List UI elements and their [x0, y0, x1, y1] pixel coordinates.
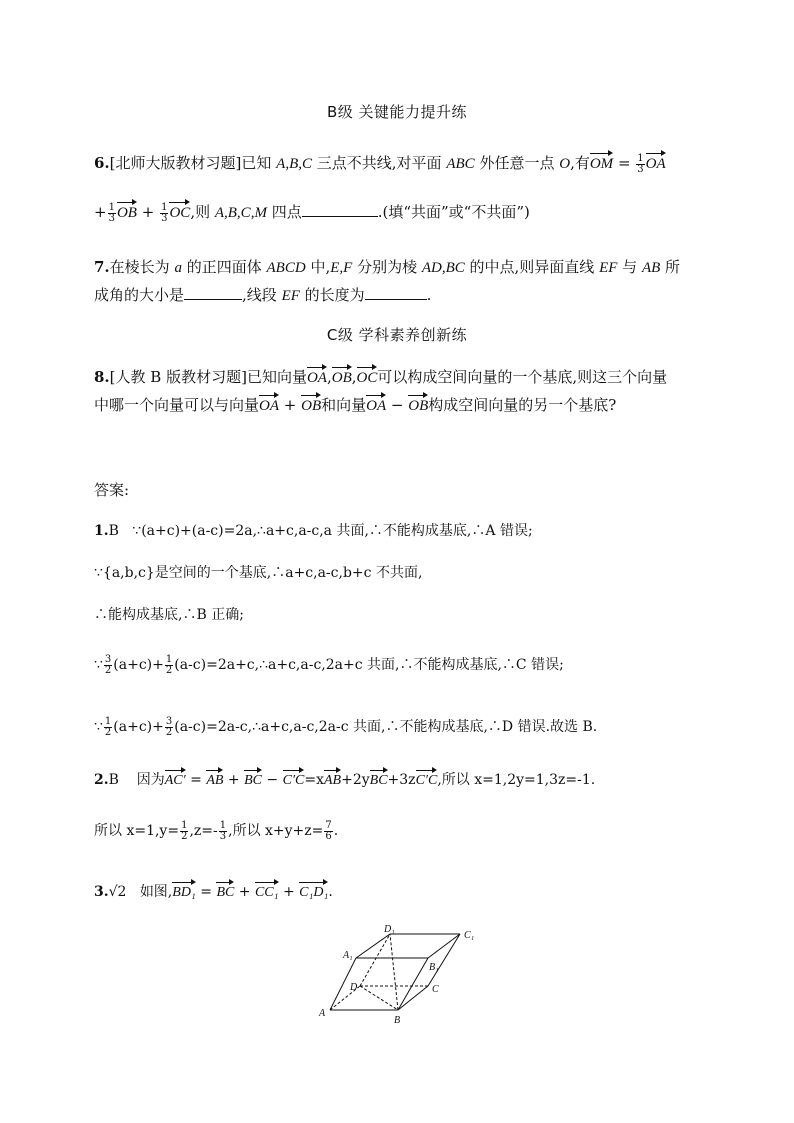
q7-edge: a — [174, 260, 182, 276]
edge-bb1 — [398, 958, 428, 1010]
answer-1-text: (a+c)+ — [113, 657, 164, 673]
q6-text: ,则 — [190, 203, 215, 221]
answer-1-text: (a-c)=2a+c,∴a+c,a-c,2a+c 共面,∴不能构成基底,∴C 错误; — [174, 657, 564, 673]
fraction-one-third — [160, 203, 168, 224]
fraction-numerator: 1 — [637, 152, 644, 164]
plus-sign: + — [234, 884, 255, 900]
plus-sign: + — [94, 203, 107, 221]
question-6-source: [北师大版教材习题] — [109, 154, 242, 172]
q7-text: 与 — [617, 258, 642, 276]
answer-2-text: ,z=- — [189, 823, 218, 839]
fraction-numerator: 1 — [108, 201, 115, 213]
q6-text: ,有 — [570, 154, 590, 172]
because-sign: ∵ — [94, 657, 103, 673]
q7-text: 的中点,则异面直线 — [464, 258, 600, 276]
q7-text: 成角的大小是 — [94, 286, 185, 304]
answer-2-letter: B — [108, 772, 119, 788]
vector-oa: OA — [259, 395, 279, 415]
question-6-number: 6. — [94, 154, 110, 172]
label-d: D — [350, 982, 358, 993]
answer-2-text: 因为 — [136, 772, 165, 788]
fraction-denominator: 3 — [161, 212, 168, 224]
vector-c-prime-c: C′C — [416, 770, 438, 789]
fraction-denominator: 2 — [165, 726, 173, 738]
answer-1-line-4 — [94, 654, 564, 676]
answer-1-text: ∵{a,b,c}是空间的一个基底,∴a+c,a-c,b+c 不共面, — [94, 565, 423, 581]
q7-line-ab: AB — [641, 260, 661, 276]
edge-a1d1 — [356, 934, 390, 958]
answer-2-text: +3z — [387, 772, 416, 788]
vector-c-prime-c: C′C — [283, 770, 305, 789]
vector-om: OM — [590, 153, 613, 173]
fraction-denominator: 3 — [219, 830, 227, 842]
fraction-one-third — [219, 821, 227, 842]
answer-1-text: (a+c)+ — [113, 719, 164, 735]
answer-3-number: 3. — [94, 884, 109, 900]
answer-1-line-2 — [94, 562, 422, 582]
q7-line-ef: EF — [281, 288, 300, 304]
question-6-line-1 — [94, 152, 666, 175]
q7-text: ,线段 — [242, 286, 282, 304]
diagonal-bd1 — [390, 934, 398, 1010]
answer-3-text: 如图, — [139, 884, 173, 900]
equals-sign: = — [185, 772, 207, 788]
question-7-line-1 — [94, 256, 680, 277]
minus-sign: − — [261, 772, 283, 788]
label-d1: D₁ — [384, 924, 395, 935]
answer-3-value: √2 — [108, 884, 127, 900]
answer-1-text: (a-c)=2a-c,∴a+c,a-c,2a-c 共面,∴不能构成基底,∴D 错误.故选 B. — [174, 719, 598, 735]
vector-ac-prime: AC′ — [165, 770, 186, 789]
vector-bc: BC — [216, 882, 234, 901]
q8-text: 构成空间向量的另一个基底? — [428, 396, 617, 414]
plus-sign: + — [279, 396, 302, 414]
answer-1-line-5 — [94, 716, 597, 738]
parallelepiped-figure — [310, 922, 490, 1027]
label-c1: C₁ — [464, 930, 475, 941]
answer-2-line-1 — [94, 769, 595, 789]
section-b-title — [0, 101, 794, 122]
vector-bc: BC — [370, 770, 388, 789]
answers-heading-text: 答案: — [94, 481, 130, 499]
vector-cc1: CC₁ — [255, 882, 279, 901]
minus-sign: − — [386, 396, 409, 414]
vector-ob: OB — [408, 395, 428, 415]
question-8-number: 8. — [94, 368, 110, 386]
edge-b1c1 — [428, 934, 460, 958]
section-c-title-text: C级 学科素养创新练 — [326, 326, 468, 344]
vector-ab: AB — [206, 770, 223, 789]
fraction-denominator: 2 — [104, 664, 112, 676]
q6-text: 三点不共线,对平面 — [312, 154, 447, 172]
vector-oa: OA — [307, 367, 327, 387]
answer-1-line-3 — [94, 604, 244, 624]
q6-text: 四点 — [266, 203, 302, 221]
because-sign: ∵ — [94, 719, 103, 735]
answer-blank — [302, 202, 378, 217]
answer-3-text: . — [328, 884, 333, 900]
answer-1-line-1 — [94, 520, 533, 540]
fraction-numerator: 7 — [325, 819, 332, 831]
fraction-one-half — [180, 821, 188, 842]
label-a1: A₁ — [343, 950, 353, 961]
fraction-denominator: 2 — [165, 664, 173, 676]
vector-bd1: BD₁ — [172, 882, 196, 901]
q7-tetrahedron: ABCD — [266, 260, 306, 276]
q6-plane: ABC — [446, 156, 475, 172]
fraction-denominator: 3 — [108, 212, 115, 224]
q7-line-ef: EF — [599, 260, 618, 276]
q6-text: 外任意一点 — [474, 154, 560, 172]
question-6-line-2 — [94, 201, 530, 224]
edge-dd1 — [360, 934, 390, 986]
label-c: C — [432, 984, 439, 995]
comma: , — [326, 368, 332, 386]
answer-2-line-2 — [94, 820, 338, 842]
q7-text: 分别为棱 — [352, 258, 422, 276]
q6-text: 已知 — [241, 154, 277, 172]
vector-oc: OC — [357, 367, 378, 387]
vector-ab: AB — [324, 770, 341, 789]
fraction — [104, 717, 112, 738]
answers-heading — [94, 479, 129, 500]
fraction-numerator: 1 — [165, 653, 173, 665]
plus-sign: + — [223, 772, 245, 788]
answer-2-number: 2. — [94, 772, 109, 788]
answer-2-text: . — [333, 823, 339, 839]
vector-oc: OC — [169, 202, 190, 222]
q7-text: 的正四面体 — [181, 258, 267, 276]
fraction-one-third — [636, 154, 644, 175]
answer-2-text: =x — [304, 772, 324, 788]
fraction-numerator: 1 — [161, 201, 168, 213]
question-8-source: [人教 B 版教材习题] — [109, 368, 247, 386]
question-7-number: 7. — [94, 258, 110, 276]
vector-ob: OB — [332, 367, 352, 387]
q8-text: 可以构成空间向量的一个基底,则这三个向量 — [377, 368, 668, 386]
q7-text: 中, — [305, 258, 331, 276]
q7-text: 在棱长为 — [109, 258, 175, 276]
q6-point-o: O — [559, 156, 571, 172]
equals-sign: = — [613, 154, 636, 172]
question-8-line-2 — [94, 394, 616, 415]
fraction — [104, 655, 112, 676]
answer-2-text: ,所以 x+y+z= — [228, 823, 324, 839]
question-8-line-1 — [94, 366, 667, 387]
diagonal-db — [360, 986, 398, 1010]
vector-c1d1: C₁D₁ — [299, 882, 328, 901]
fraction-denominator: 2 — [104, 726, 112, 738]
label-b1: B₁ — [429, 962, 439, 973]
answer-2-text: +2y — [341, 772, 370, 788]
question-7-line-2 — [94, 284, 431, 305]
q8-text: 已知向量 — [246, 368, 307, 386]
vector-oa: OA — [366, 395, 386, 415]
q7-text: 所 — [660, 258, 681, 276]
equals-sign: = — [195, 884, 217, 900]
vector-ob: OB — [301, 395, 321, 415]
q8-text: 中哪一个向量可以与向量 — [94, 396, 260, 414]
answer-2-text: ,所以 x=1,2y=1,3z=-1. — [437, 772, 596, 788]
q7-text: . — [426, 286, 432, 304]
label-a: A — [319, 1008, 326, 1019]
q6-text: .(填“共面”或“不共面”) — [377, 203, 530, 221]
vector-bc: BC — [244, 770, 262, 789]
fraction-seven-sixths — [324, 821, 332, 842]
plus-sign: + — [278, 884, 300, 900]
answer-blank — [184, 285, 242, 300]
q7-edges: AD,BC — [421, 260, 465, 276]
comma: , — [351, 368, 357, 386]
fraction-denominator: 3 — [637, 163, 644, 175]
vector-oa: OA — [646, 153, 666, 173]
edge-cc1 — [428, 934, 460, 986]
q7-points: E,F — [330, 260, 353, 276]
answer-1-text: ∴能构成基底,∴B 正确; — [94, 607, 244, 623]
fraction-denominator: 2 — [181, 830, 188, 842]
plus-sign: + — [141, 203, 155, 221]
q6-points-4: A,B,C,M — [214, 205, 267, 221]
vector-ob: OB — [117, 202, 137, 222]
q7-text: 的长度为 — [299, 286, 365, 304]
q8-text: 和向量 — [321, 396, 367, 414]
fraction-numerator: 3 — [104, 653, 112, 665]
fraction-denominator: 6 — [325, 830, 332, 842]
answer-1-letter: B — [108, 523, 119, 539]
fraction-numerator: 3 — [165, 715, 173, 727]
answer-3-line-1 — [94, 881, 333, 901]
answer-2-text: 所以 x=1,y= — [94, 823, 180, 839]
q6-points: A,B,C — [276, 156, 313, 172]
fraction — [165, 717, 173, 738]
section-c-title — [0, 324, 794, 345]
fraction-one-third — [108, 203, 116, 224]
fraction-numerator: 1 — [181, 819, 188, 831]
answer-1-number: 1. — [94, 523, 109, 539]
section-b-title-text: B级 关键能力提升练 — [326, 103, 468, 121]
fraction — [165, 655, 173, 676]
fraction-numerator: 1 — [104, 715, 112, 727]
label-b: B — [394, 1015, 401, 1026]
answer-blank — [365, 285, 427, 300]
fraction-numerator: 1 — [219, 819, 227, 831]
edge-bc — [398, 986, 428, 1010]
answer-1-text: ∵(a+c)+(a-c)=2a,∴a+c,a-c,a 共面,∴不能构成基底,∴A 错误; — [132, 523, 533, 539]
